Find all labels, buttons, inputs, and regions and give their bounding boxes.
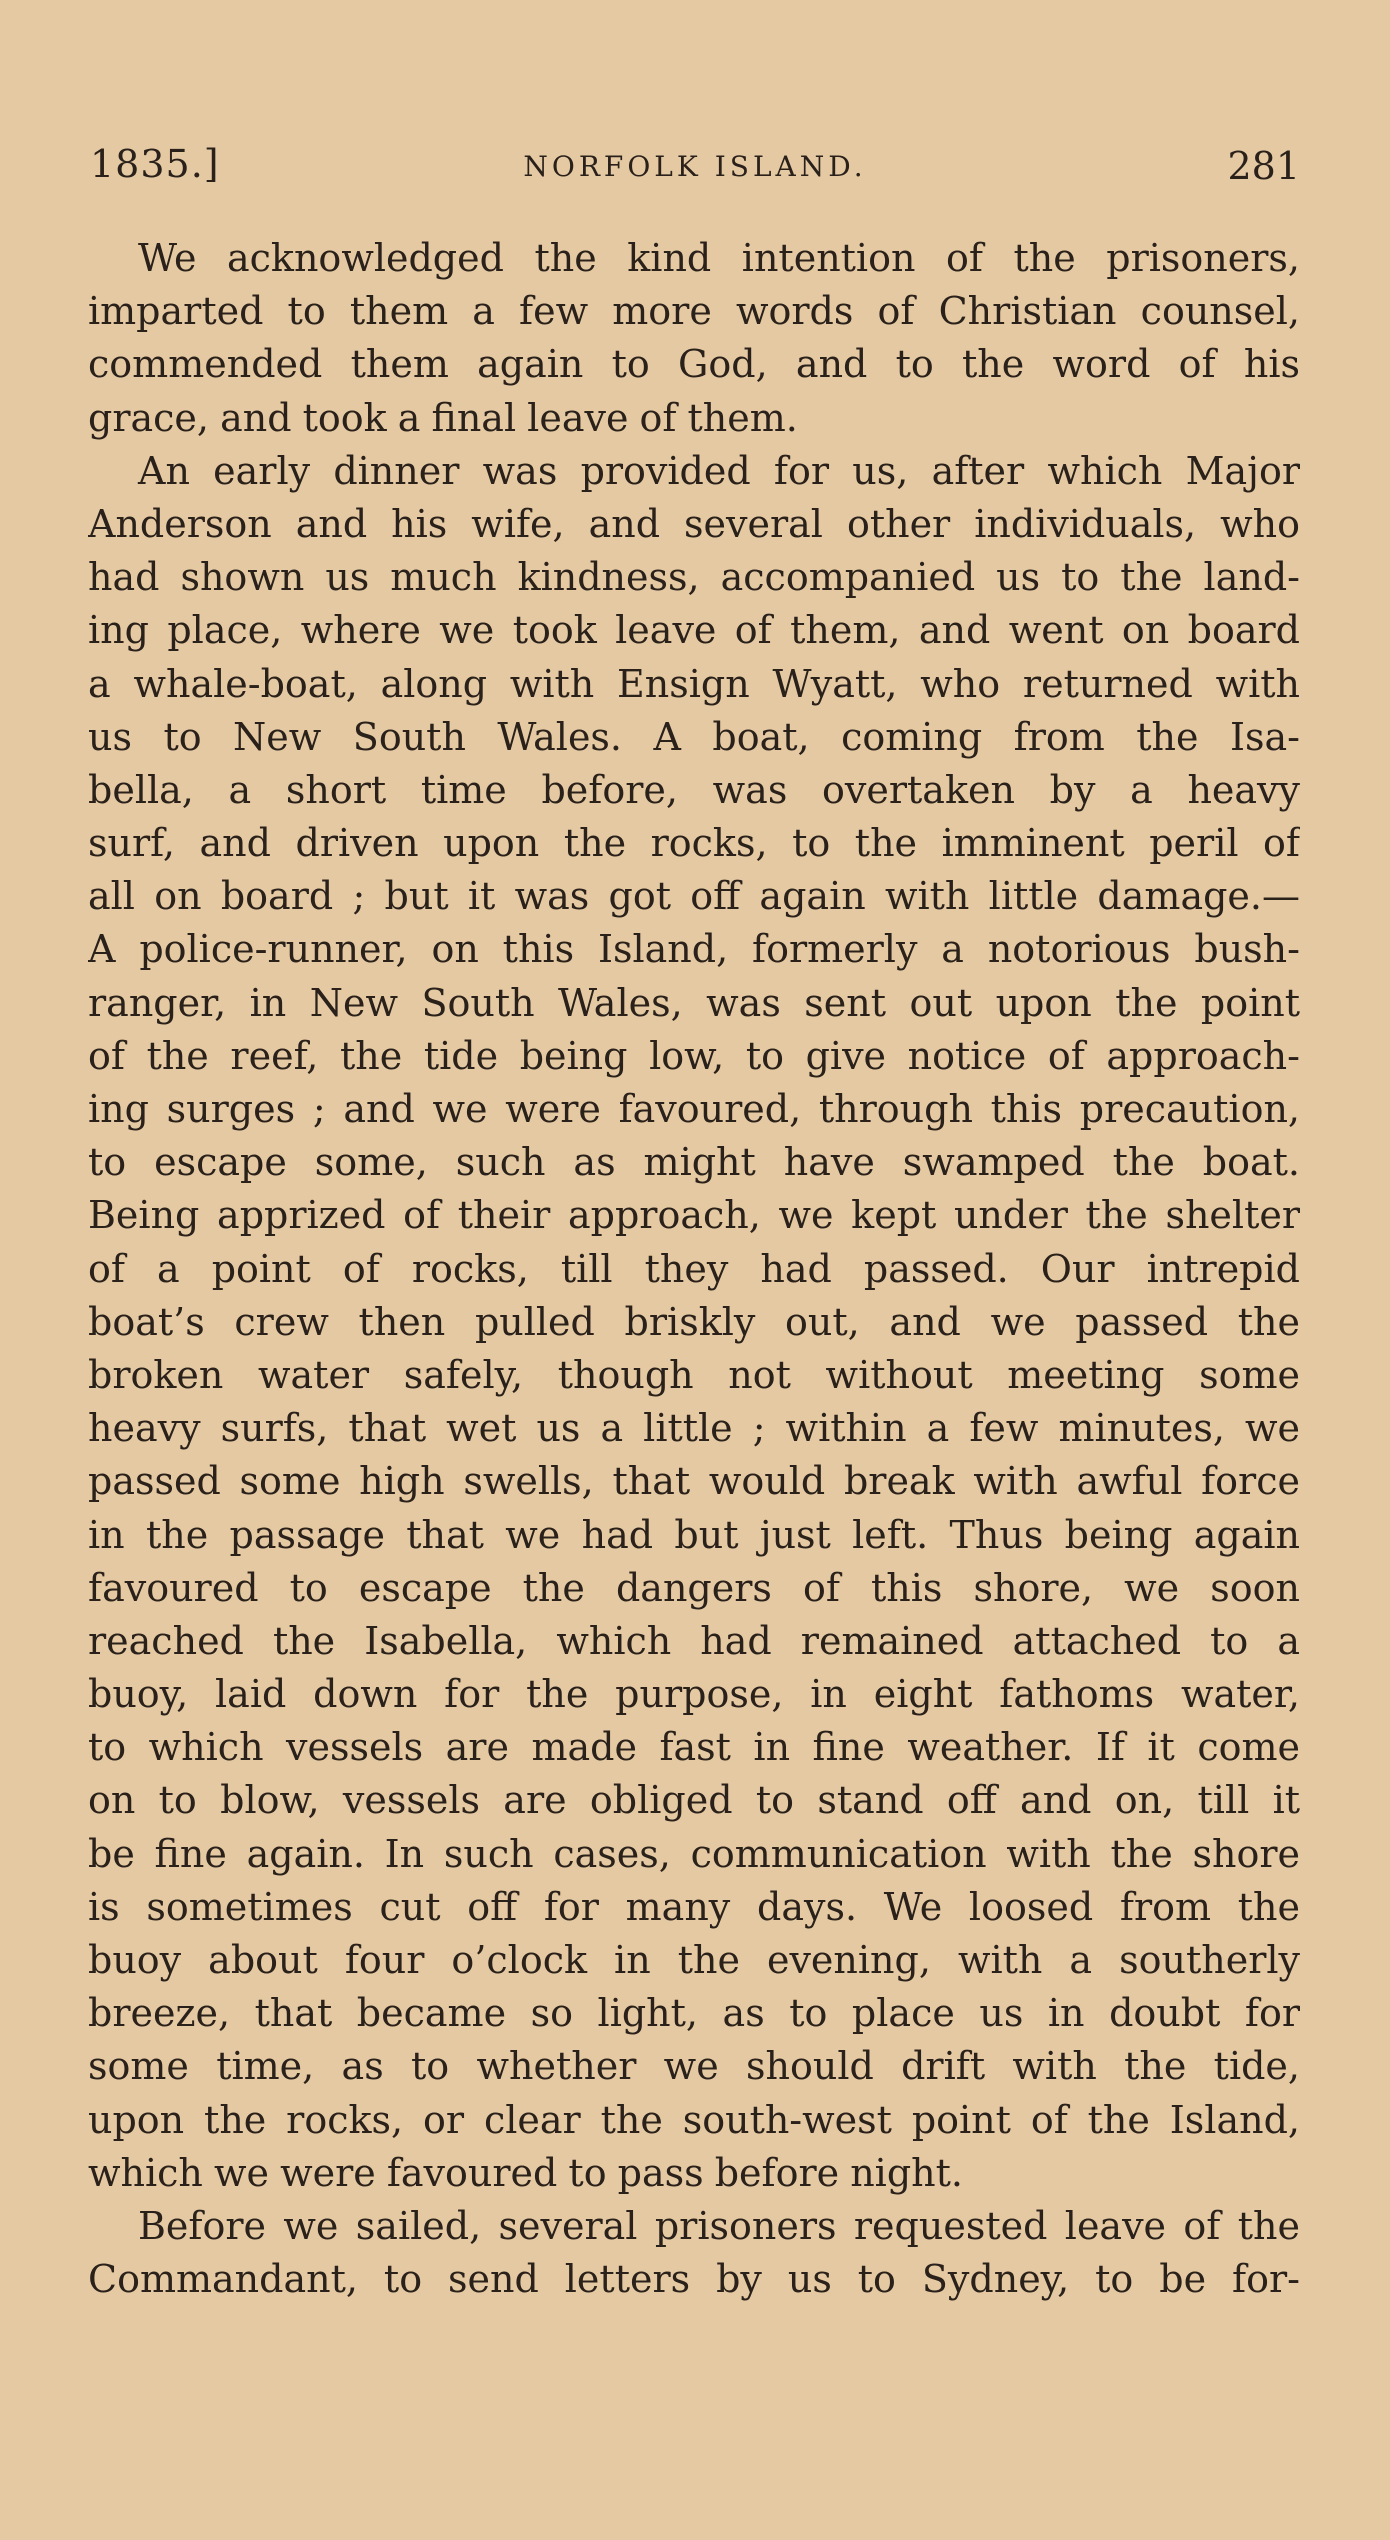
text-line: boat’s crew then pulled briskly out, and we passed the — [88, 1299, 1300, 1344]
text-line: grace, and took a final leave of them. — [88, 395, 798, 440]
text-line: which we were favoured to pass before night. — [88, 2150, 963, 2195]
text-line: Being apprized of their approach, we kept under the shelter — [88, 1193, 1300, 1238]
text-line: passed some high swells, that would break with awful force — [88, 1459, 1300, 1504]
text-line: bella, a short time before, was overtaken by a heavy — [88, 767, 1300, 812]
text-line: buoy about four o’clock in the evening, with a southerly — [88, 1938, 1300, 1982]
text-line: all on board ; but it was got off again with little damage.— — [88, 874, 1300, 919]
text-line: breeze, that became so light, as to place us in doubt for — [88, 1991, 1300, 2036]
text-line: to escape some, such as might have swamped the boat. — [88, 1140, 1300, 1185]
text-line: in the passage that we had but just left. Thus being again — [88, 1512, 1300, 1557]
page-header — [90, 142, 1300, 202]
text-line: reached the Isabella, which had remained attached to a — [88, 1618, 1300, 1663]
text-line: buoy, laid down for the purpose, in eight fathoms water, — [88, 1672, 1300, 1717]
running-title: NORFOLK ISLAND. — [523, 150, 867, 183]
text-line: of a point of rocks, till they had passed. Our intrepid — [88, 1246, 1300, 1291]
text-line: be fine again. In such cases, communication with the shore — [88, 1831, 1300, 1876]
body-text — [88, 232, 1300, 2306]
text-line: ranger, in New South Wales, was sent out upon the point — [88, 980, 1300, 1025]
text-line: of the reef, the tide being low, to give notice of approach- — [88, 1033, 1300, 1078]
text-line: Before we sailed, several prisoners requested leave of the — [138, 2203, 1300, 2248]
text-line: A police-runner, on this Island, formerly a notorious bush- — [88, 927, 1300, 972]
text-line: to which vessels are made fast in fine weather. If it come — [88, 1725, 1300, 1770]
text-line: broken water safely, though not without meeting some — [88, 1352, 1300, 1397]
text-line: commended them again to God, and to the word of his — [88, 342, 1300, 387]
text-line: surf, and driven upon the rocks, to the imminent peril of — [88, 821, 1300, 866]
text-line: us to New South Wales. A boat, coming from the Isa- — [88, 714, 1300, 759]
text-line: ing surges ; and we were favoured, through this precaution, — [88, 1087, 1300, 1131]
text-line: heavy surfs, that wet us a little ; within a few minutes, we — [88, 1406, 1300, 1451]
page-number: 281 — [1227, 144, 1300, 188]
text-line: had shown us much kindness, accompanied us to the land- — [88, 555, 1300, 600]
text-line: An early dinner was provided for us, after which Major — [138, 448, 1300, 493]
text-line: is sometimes cut off for many days. We loosed from the — [88, 1884, 1300, 1929]
text-line: favoured to escape the dangers of this shore, we soon — [88, 1565, 1300, 1610]
text-line: a whale-boat, along with Ensign Wyatt, who returned with — [88, 661, 1300, 706]
text-line: Commandant, to send letters by us to Sydney, to be for- — [88, 2257, 1300, 2302]
text-line: Anderson and his wife, and several other individuals, who — [88, 501, 1300, 546]
text-line: upon the rocks, or clear the south-west point of the Island, — [88, 2097, 1300, 2142]
text-line: ing place, where we took leave of them, and went on board — [88, 608, 1300, 653]
text-line: some time, as to whether we should drift with the tide, — [88, 2044, 1300, 2089]
header-year: 1835.] — [90, 142, 220, 186]
text-line: We acknowledged the kind intention of the prisoners, — [138, 236, 1300, 280]
text-line: imparted to them a few more words of Christian counsel, — [88, 289, 1300, 334]
text-line: on to blow, vessels are obliged to stand off and on, till it — [88, 1778, 1300, 1823]
